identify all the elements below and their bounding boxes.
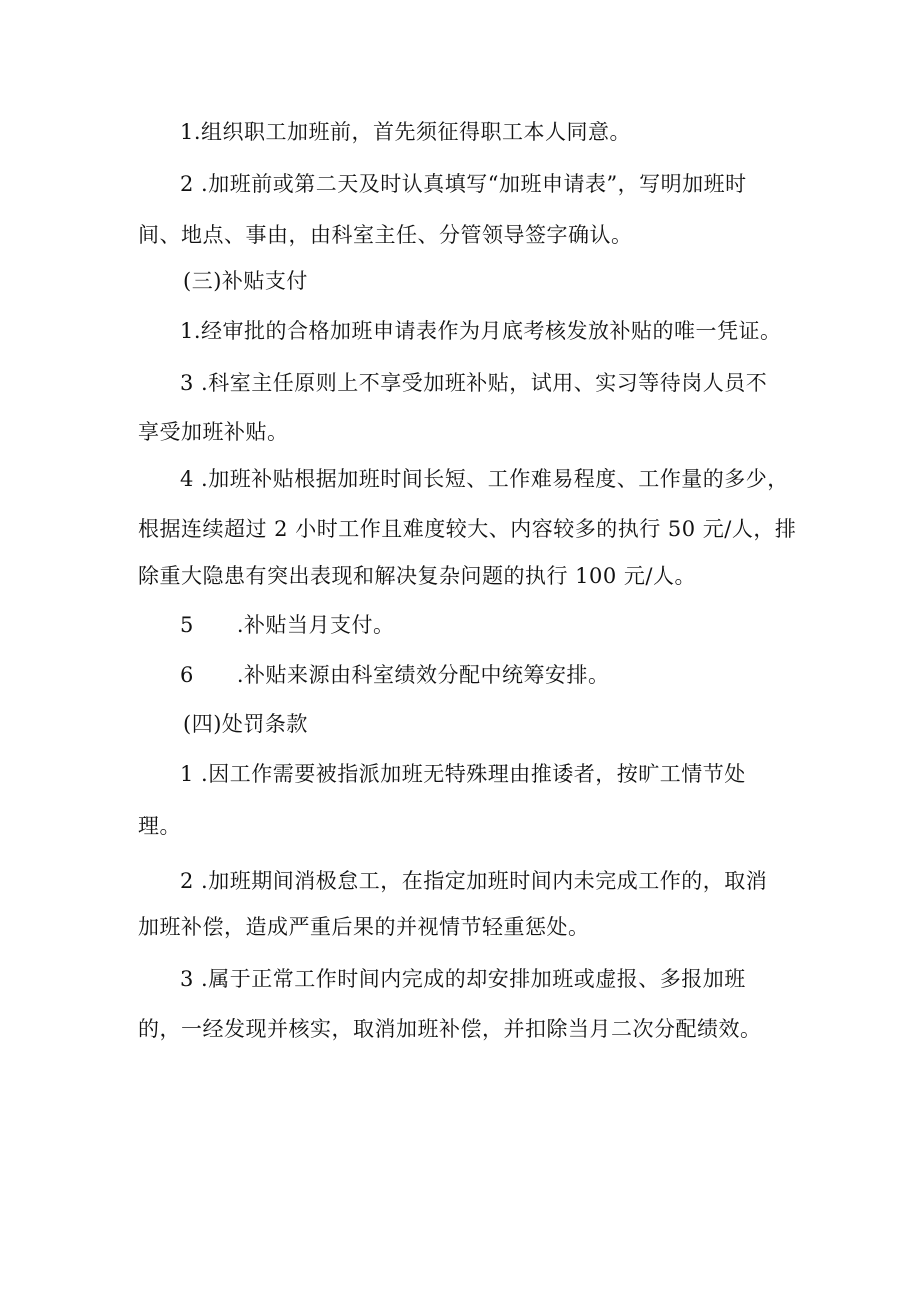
text-line-11: 5 .补贴当月支付。: [180, 613, 395, 637]
text-line-18: 3 .属于正常工作时间内完成的却安排加班或虚报、多报加班: [180, 967, 746, 991]
text-line-7: 享受加班补贴。: [138, 420, 289, 444]
section-heading-penalty: (四)处罚条款: [183, 712, 308, 736]
section-heading-subsidy: (三)补贴支付: [183, 269, 308, 293]
text-line-14: 1 .因工作需要被指派加班无特殊理由推诿者，按旷工情节处: [180, 762, 746, 786]
text-line-3: 间、地点、事由，由科室主任、分管领导签字确认。: [138, 223, 633, 247]
text-line-10: 除重大隐患有突出表现和解决复杂问题的执行 100 元/人。: [138, 564, 697, 588]
text-line-16: 2 .加班期间消极怠工，在指定加班时间内未完成工作的，取消: [180, 869, 768, 893]
text-line-5: 1.经审批的合格加班申请表作为月底考核发放补贴的唯一凭证。: [180, 319, 782, 343]
text-line-12: 6 .补贴来源由科室绩效分配中统筹安排。: [180, 663, 610, 687]
text-line-2: 2 .加班前或第二天及时认真填写“加班申请表”，写明加班时: [180, 172, 747, 196]
text-line-15: 理。: [138, 814, 181, 838]
text-line-19: 的，一经发现并核实，取消加班补偿，并扣除当月二次分配绩效。: [138, 1017, 762, 1041]
text-line-17: 加班补偿，造成严重后果的并视情节轻重惩处。: [138, 915, 590, 939]
text-line-8: 4 .加班补贴根据加班时间长短、工作难易程度、工作量的多少，: [180, 467, 789, 491]
text-line-1: 1.组织职工加班前，首先须征得职工本人同意。: [180, 120, 632, 144]
text-line-6: 3 .科室主任原则上不享受加班补贴，试用、实习等待岗人员不: [180, 371, 768, 395]
text-line-9: 根据连续超过 2 小时工作且难度较大、内容较多的执行 50 元/人，排: [138, 517, 797, 541]
